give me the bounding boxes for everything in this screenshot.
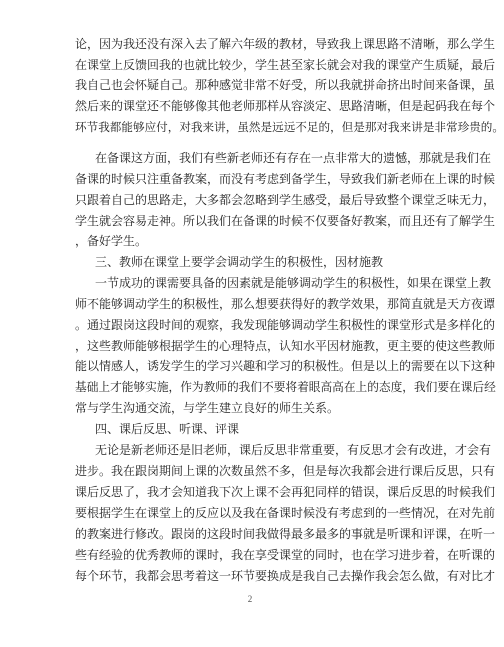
section-heading: 四、课后反思、听课、评课 xyxy=(95,422,240,436)
body-text-line: 一节成功的课需要具备的因素就是能够调动学生的积极性，如果在课堂上教 xyxy=(95,276,492,290)
body-text-line: 进步。我在跟岗期间上课的次数虽然不多，但是每次我都会进行课后反思，只有 xyxy=(75,464,496,478)
body-text-line: 要根据学生在课堂上的反应以及我在备课时候没有考虑到的一些情况，在对先前 xyxy=(75,506,496,520)
body-text-line: 无论是新老师还是旧老师，课后反思非常重要，有反思才会有改进，才会有 xyxy=(95,443,492,457)
body-text-line: ，备好学生。 xyxy=(75,234,148,248)
body-text-line: 在备课这方面，我们有些新老师还有存在一点非常大的遗憾，那就是我们在 xyxy=(95,151,492,165)
body-text-line: 论，因为我还没有深入去了解六年级的教材，导致我上课思路不清晰，那么学生 xyxy=(75,37,496,51)
section-heading: 三、教师在课堂上要学会调动学生的积极性，因材施教 xyxy=(95,255,384,269)
body-text-line: 学生就会容易走神。所以我们在备课的时候不仅要备好教案，而且还有了解学生 xyxy=(75,214,496,228)
page-number: 2 xyxy=(247,594,253,604)
body-text-line: 环节我都能够应付，对我来讲，虽然是远远不足的，但是那对我来讲是非常珍贵的。 xyxy=(75,120,504,134)
body-text-line: 。通过跟岗这段时间的观察，我发现能够调动学生积极性的课堂形式是多样化的 xyxy=(75,318,496,332)
body-text-line: 每个环节，我都会思考着这一环节要换成是我自己去操作我会怎么做，有对比才 xyxy=(75,569,496,583)
body-text-line: 能以情感人，诱发学生的学习兴趣和学习的积极性。但是以上的需要在以下这种 xyxy=(75,359,496,373)
body-text-line: 师不能够调动学生的积极性，那么想要获得好的教学效果，那简直就是天方夜谭 xyxy=(75,297,496,311)
body-text-line: 只跟着自己的思路走，大多都会忽略到学生感受，最后导致整个课堂乏味无力， xyxy=(75,193,496,207)
body-text-line: 然后来的课堂还不能够像其他老师那样从容淡定、思路清晰，但是起码我在每个 xyxy=(75,99,496,113)
body-text-line: 备课的时候只注重备教案，而没有考虑到备学生，导致我们新老师在上课的时候 xyxy=(75,172,496,186)
body-text-line: 课后反思了，我才会知道我下次上课不会再犯同样的错误，课后反思的时候我们 xyxy=(75,485,496,499)
body-text-line: 在课堂上反馈回我的也就比较少，学生甚至家长就会对我的课堂产生质疑，最后 xyxy=(75,58,496,72)
body-text-line: ，这些教师能够根据学生的心理特点，认知水平因材施教，更主要的使这些教师 xyxy=(75,339,496,353)
body-text-line: 的教案进行修改。跟岗的这段时间我做得最多最多的事就是听课和评课，在听一 xyxy=(75,527,496,541)
body-text-line: 我自己也会怀疑自己。那种感觉非常不好受，所以我就拼命挤出时间来备课，虽 xyxy=(75,78,496,92)
body-text-line: 基础上才能够实施，作为教师的我们不要将着眼高高在上的态度，我们要在课后经 xyxy=(75,380,496,394)
body-text-line: 常与学生沟通交流，与学生建立良好的师生关系。 xyxy=(75,401,340,415)
body-text-line: 些有经验的优秀教师的课时，我在享受课堂的同时，也在学习进步着，在听课的 xyxy=(75,548,496,562)
